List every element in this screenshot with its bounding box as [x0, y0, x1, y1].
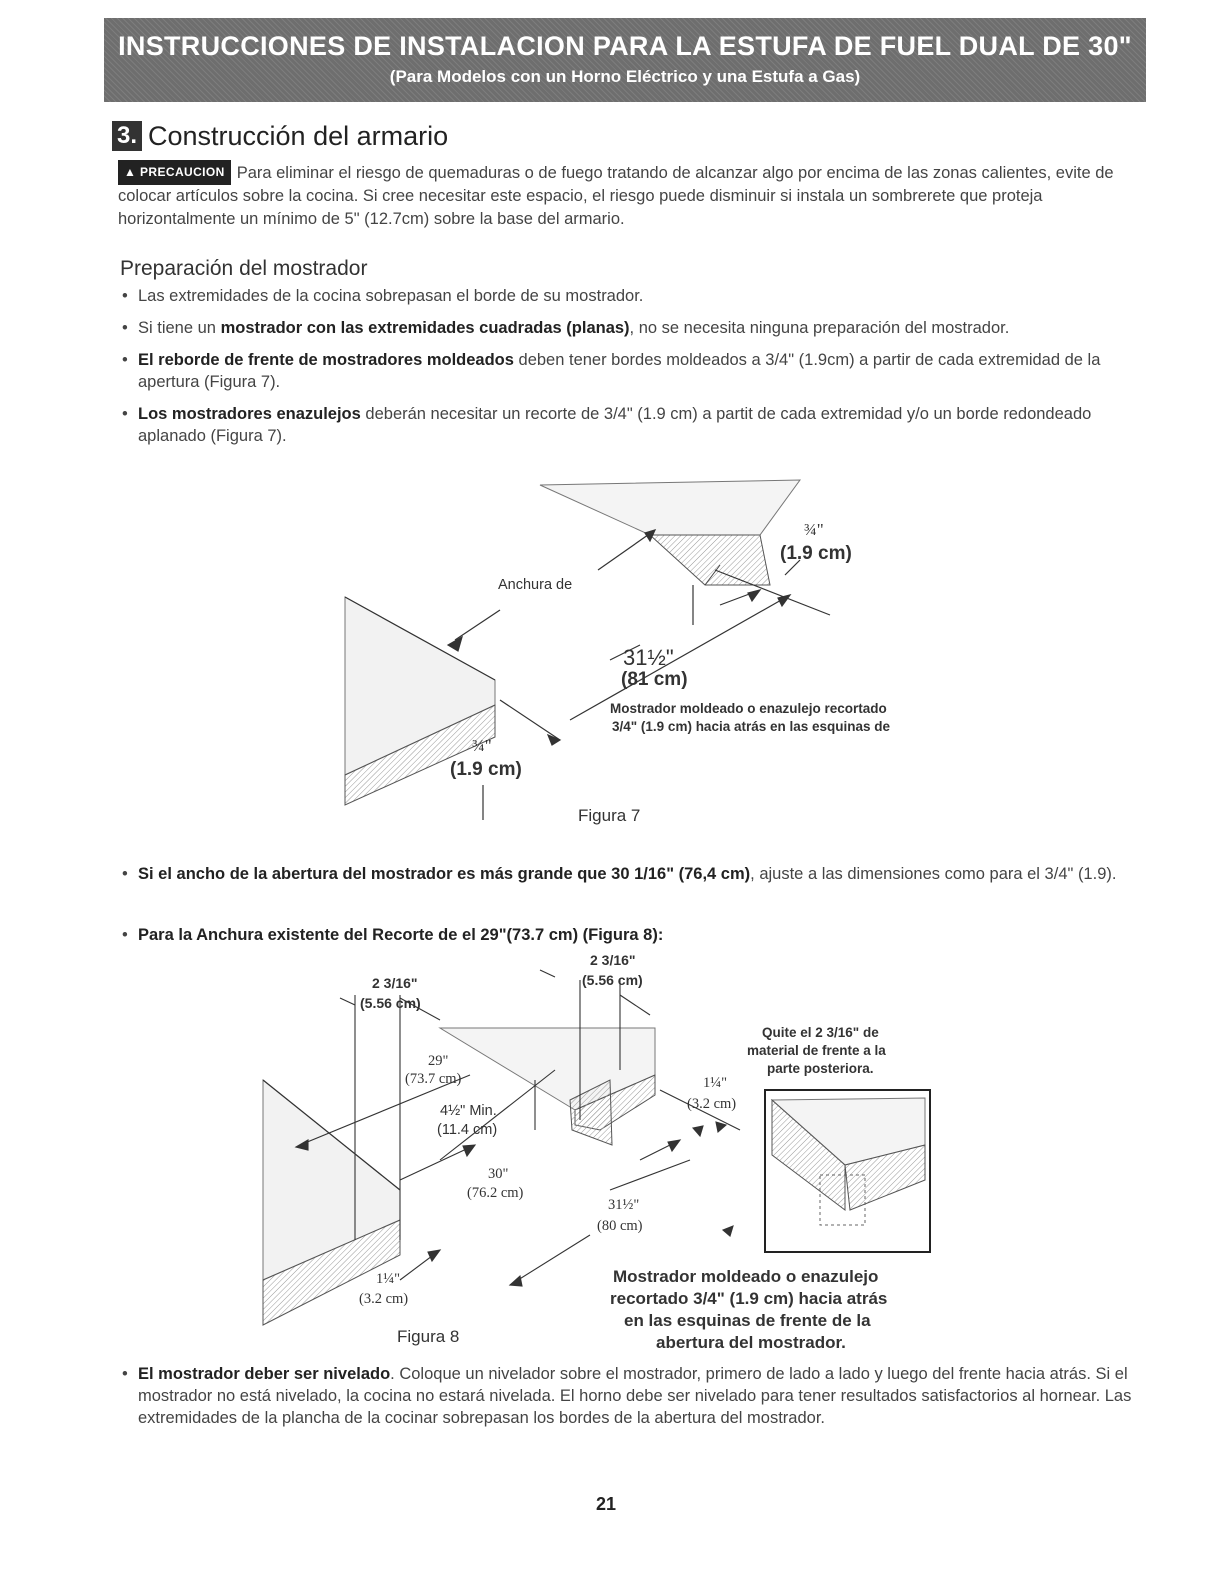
fig8-dim-5a: 30": [488, 1166, 509, 1182]
fig7-dim-a-cm: (1.9 cm): [780, 543, 852, 564]
page-number: 21: [595, 1494, 617, 1514]
section-number: 3.: [112, 121, 142, 151]
caution-badge: [118, 160, 231, 185]
inset-box: [765, 1090, 930, 1252]
fig8-dim-2a: 2 3/16": [590, 952, 636, 968]
prep-bullets: [120, 285, 1150, 457]
fig8-note-1: Mostrador moldeado o enazulejo: [613, 1267, 879, 1286]
fig8-dim-8a: 1¼": [376, 1271, 401, 1287]
fig8-dim-2b: (5.56 cm): [582, 972, 643, 988]
fig8-dim-7a: 31½": [608, 1197, 640, 1213]
caution-paragraph: [118, 160, 1148, 231]
fig8-note-2: recortado 3/4" (1.9 cm) hacia atrás: [610, 1289, 888, 1308]
fig8-dim-4a: 4½" Min.: [440, 1103, 497, 1119]
fig8-dim-8b: (3.2 cm): [359, 1291, 409, 1307]
header-banner: [104, 18, 1146, 102]
fig7-dim-w-cm: (81 cm): [621, 669, 688, 690]
list-item: • Si tiene un mostrador con las extremidades cuadradas (planas), no se necesita ninguna preparación del mostrador.: [120, 317, 1150, 339]
fig8-dim-6b: (3.2 cm): [687, 1096, 737, 1112]
section-heading: [112, 117, 448, 155]
figure-7-diagram: [0, 475, 1212, 835]
section-title: Construcción del armario: [148, 120, 449, 151]
fig8-inset-note-2: material de frente a la: [747, 1043, 886, 1058]
list-item: • El mostrador deber ser nivelado. Coloque un nivelador sobre el mostrador, primero de lado a lado y luego del frente hacia atrás. Si el mostrador no está nivelado, la cocina no estará nivelada. El horno debe ser nivelado para tener resultados satisfactorios al hornear. Las extremidades de la plancha de la cocinar sobrepasan los bordes de la abertura del mostrador.: [120, 1363, 1150, 1429]
list-item: • Si el ancho de la abertura del mostrador es más grande que 30 1/16" (76,4 cm), ajuste a las dimensiones como para el 3/4" (1.9).: [120, 863, 1150, 885]
fig7-dim-a-frac: ¾": [804, 520, 824, 539]
fig7-dim-b-cm: (1.9 cm): [450, 759, 522, 780]
fig7-dim-b-frac: ¾": [472, 736, 492, 755]
fig8-dim-3a: 29": [428, 1053, 449, 1069]
fig7-note-1: Mostrador moldeado o enazulejo recortado: [610, 701, 887, 716]
header-subtitle: (Para Modelos con un Horno Eléctrico y una Estufa a Gas): [389, 67, 861, 86]
caution-label: PRECAUCION: [140, 165, 225, 179]
list-item: • El reborde de frente de mostradores moldeados deben tener bordes moldeados a 3/4" (1.9cm) a partir de cada extremidad de la apertura (Figura 7).: [120, 349, 1150, 393]
warning-icon: ▲: [124, 165, 137, 179]
fig8-caption: Figura 8: [397, 1327, 460, 1346]
fig8-dim-6a: 1¼": [703, 1075, 728, 1091]
fig8-dim-7b: (80 cm): [597, 1218, 643, 1234]
fig8-dim-1b: (5.56 cm): [360, 995, 421, 1011]
list-item: • Para la Anchura existente del Recorte de el 29"(73.7 cm) (Figura 8):: [120, 924, 1150, 946]
list-item: • Los mostradores enazulejos deberán necesitar un recorte de 3/4" (1.9 cm) a partit de cada extremidad y/o un borde redondeado aplanado (Figura 7).: [120, 403, 1150, 447]
fig8-dim-1a: 2 3/16": [372, 975, 418, 991]
front-countertop: [263, 1080, 400, 1325]
fig7-anchura: Anchura de: [498, 577, 573, 593]
figure-8-diagram: [0, 950, 1212, 1350]
back-countertop: [540, 480, 800, 585]
fig8-dim-3b: (73.7 cm): [405, 1071, 462, 1087]
fig8-dim-4b: (11.4 cm): [437, 1122, 498, 1138]
prep-heading: Preparación del mostrador: [120, 257, 368, 280]
fig7-dim-w-frac: 31½": [623, 645, 674, 670]
fig7-caption: Figura 7: [578, 806, 641, 825]
fig8-note-4: abertura del mostrador.: [656, 1333, 846, 1352]
fig8-dim-5b: (76.2 cm): [467, 1185, 524, 1201]
caution-text: Para eliminar el riesgo de quemaduras o de fuego tratando de alcanzar algo por encima de las zonas calientes, evite de colocar artículos sobre la cocina. Si cree necesitar este espacio, el riesgo puede disminuir si instala un sombrerete que proteja horizontalmente un mínimo de 5" (12.7cm) sobre la base del armario.: [118, 164, 1114, 228]
fig8-inset-note-1: Quite el 2 3/16" de: [762, 1025, 879, 1040]
header-title: INSTRUCCIONES DE INSTALACION PARA LA ESTUFA DE FUEL DUAL DE 30": [118, 31, 1132, 61]
fig8-inset-note-3: parte posteriora.: [767, 1061, 874, 1076]
fig8-note-3: en las esquinas de frente de la: [624, 1311, 871, 1330]
list-item: • Las extremidades de la cocina sobrepasan el borde de su mostrador.: [120, 285, 1150, 307]
fig7-note-2: 3/4" (1.9 cm) hacia atrás en las esquinas de: [612, 719, 891, 734]
